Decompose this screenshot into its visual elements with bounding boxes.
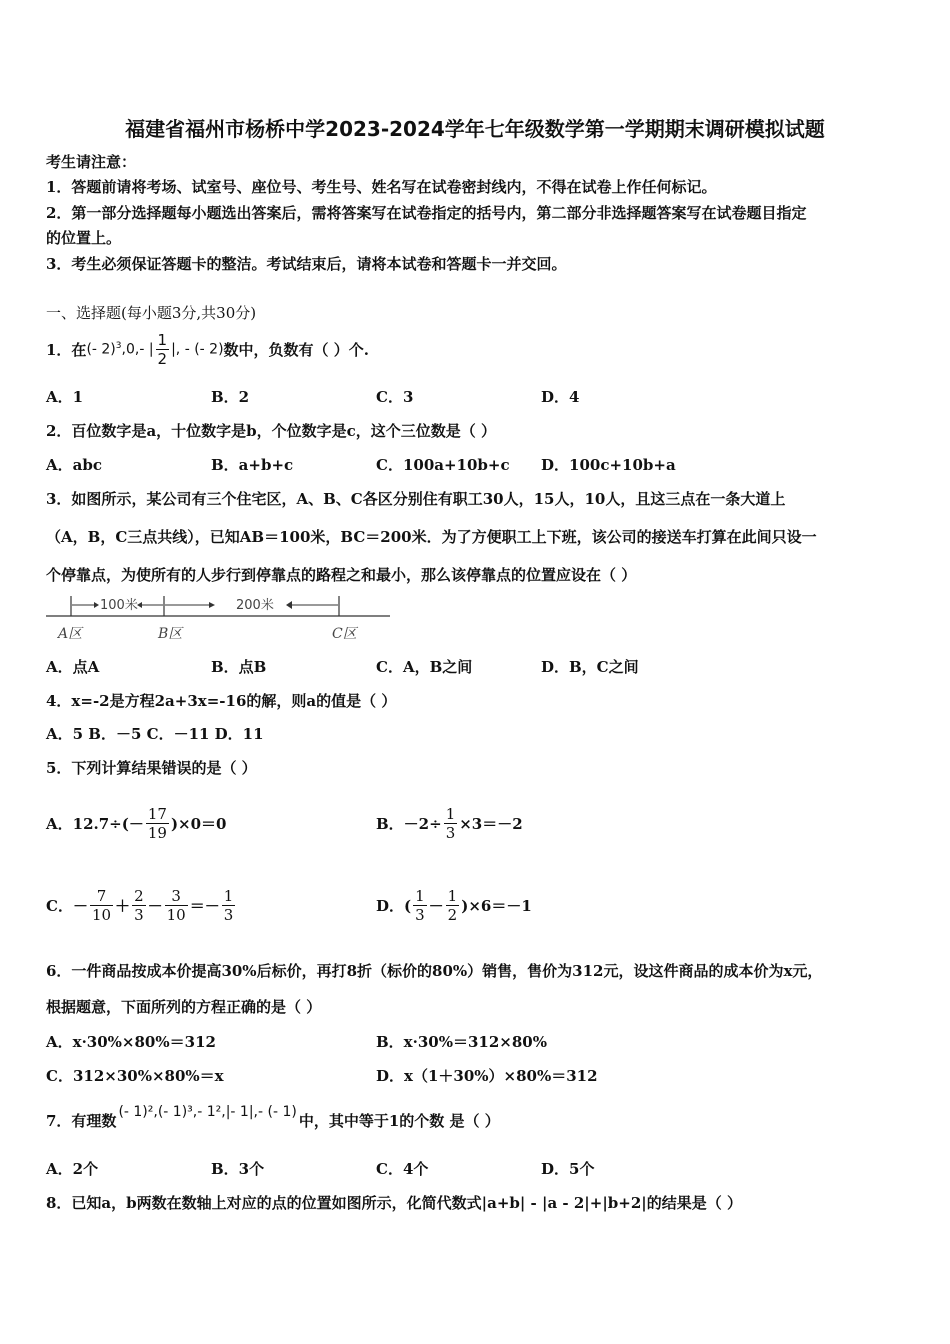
question-5: 5．下列计算结果错误的是（ ） — [46, 759, 257, 777]
q3-option-d[interactable]: D．B，C之间 — [541, 658, 639, 676]
q1-prefix: 1．在 — [46, 340, 87, 359]
q5b-fraction: $\frac{1}{3}$ — [445, 804, 456, 842]
question-3-line: 个停靠点，为使所有的人步行到停靠点的路程之和最小，那么该停靠点的位置应设在（ ） — [46, 566, 637, 584]
notice-item: 2．第一部分选择题每小题选出答案后，需将答案写在试卷指定的括号内，第二部分非选择题答案写在试卷题目指定 — [46, 204, 807, 222]
q5-option-a[interactable] — [46, 792, 226, 854]
q1-fraction: $\frac{1}{2}$ — [157, 330, 168, 368]
question-8: 8．已知a，b两数在数轴上对应的点的位置如图所示，化简代数式|a+b| - |a - 2|+|b+2|的结果是（ ） — [46, 1194, 742, 1212]
q1-option-c[interactable]: C．3 — [376, 388, 414, 406]
q5-option-d[interactable] — [376, 874, 532, 936]
q6-option-b[interactable]: B．x·30%＝312×80% — [376, 1033, 547, 1051]
page-title: 福建省福州市杨桥中学2023-2024学年七年级数学第一学期期末调研模拟试题 — [125, 117, 825, 141]
arrowhead-icon — [209, 602, 215, 608]
q5b-tail: ×3＝－2 — [459, 814, 523, 833]
q2-option-c[interactable]: C．100a+10b+c — [376, 456, 510, 474]
question-1 — [46, 326, 369, 372]
q5c-op: ＋ — [115, 896, 131, 915]
label-zone-b: B区 — [158, 626, 183, 642]
label-zone-a: A区 — [58, 626, 83, 642]
q7-suffix: 中，其中等于1的个数 是（ ） — [298, 1111, 500, 1130]
q5a-fraction: $\frac{17}{19}$ — [147, 804, 167, 842]
q5c-fraction-3: $\frac{3}{10}$ — [166, 886, 186, 924]
label-ab-distance: 100米 — [100, 598, 138, 613]
q1-expr — [86, 331, 223, 368]
q7-option-d[interactable]: D．5个 — [541, 1160, 595, 1178]
q7-option-b[interactable]: B．3个 — [211, 1160, 265, 1178]
question-7 — [46, 1098, 500, 1142]
q5c-fraction-4: $\frac{1}{3}$ — [223, 886, 234, 924]
q1-expr-a: (- 2) — [86, 341, 116, 357]
notice-item: 3．考生必须保证答题卡的整洁。考试结束后，请将本试卷和答题卡一并交回。 — [46, 255, 567, 273]
q6-option-a[interactable]: A．x·30%×80%＝312 — [46, 1033, 216, 1051]
q3-option-b[interactable]: B．点B — [211, 658, 267, 676]
q2-option-d[interactable]: D．100c+10b+a — [541, 456, 676, 474]
q4-options[interactable]: A．5 B．－5 C．－11 D．11 — [46, 725, 264, 743]
q5b-label: B．－2÷ — [376, 814, 442, 833]
q7-option-a[interactable]: A．2个 — [46, 1160, 99, 1178]
q3-option-a[interactable]: A．点A — [46, 658, 100, 676]
question-4: 4．x=-2是方程2a+3x=-16的解，则a的值是（ ） — [46, 692, 397, 710]
section-heading: 一、选择题(每小题3分,共30分) — [46, 304, 257, 322]
q5c-fraction-2: $\frac{2}{3}$ — [134, 886, 144, 924]
q7-expr: (- 1)²,(- 1)³,- 1²,|- 1|,- (- 1) — [118, 1104, 297, 1120]
q5-option-b[interactable] — [376, 792, 523, 854]
q5c-label: C．－ — [46, 896, 88, 915]
q5c-op: － — [147, 896, 163, 915]
question-2: 2．百位数字是a，十位数字是b，个位数字是c，这个三位数是（ ） — [46, 422, 497, 440]
q1-expr-c: |, - (- 2) — [171, 341, 224, 357]
q5d-fraction-2: $\frac{1}{2}$ — [447, 886, 458, 924]
q5d-fraction-1: $\frac{1}{3}$ — [415, 886, 425, 924]
q5d-op: － — [428, 896, 444, 915]
question-3-line: （A，B，C三点共线），已知AB＝100米，BC＝200米．为了方便职工上下班，该公司的接送车打算在此间只设一 — [46, 528, 817, 546]
notice-item: 1．答题前请将考场、试室号、座位号、考生号、姓名写在试卷密封线内，不得在试卷上作任何标记。 — [46, 178, 717, 196]
q6-option-d[interactable]: D．x（1＋30%）×80%＝312 — [376, 1067, 598, 1085]
label-zone-c: C区 — [332, 626, 357, 642]
q6-option-c[interactable]: C．312×30%×80%＝x — [46, 1067, 224, 1085]
q1-option-a[interactable]: A．1 — [46, 388, 84, 406]
q5-option-c[interactable] — [46, 874, 237, 936]
q7-option-c[interactable]: C．4个 — [376, 1160, 429, 1178]
q1-suffix: 数中，负数有（ ）个. — [223, 340, 369, 359]
q1-exponent: 3 — [115, 340, 122, 351]
label-bc-distance: 200米 — [236, 598, 274, 613]
q2-option-b[interactable]: B．a+b+c — [211, 456, 294, 474]
q5c-fraction-1: $\frac{7}{10}$ — [91, 886, 112, 924]
q5d-tail: )×6＝－1 — [461, 896, 532, 915]
question-6-line: 6．一件商品按成本价提高30%后标价，再打8折（标价的80%）销售，售价为312元，设这件商品的成本价为x元， — [46, 962, 823, 980]
q2-option-a[interactable]: A．abc — [46, 456, 102, 474]
arrowhead-icon — [94, 602, 99, 608]
q1-option-b[interactable]: B．2 — [211, 388, 250, 406]
q5a-tail: )×0＝0 — [170, 814, 227, 833]
q1-option-d[interactable]: D．4 — [541, 388, 580, 406]
q5c-op: ＝－ — [189, 896, 220, 915]
arrowhead-icon — [286, 601, 292, 609]
q5d-label: D．( — [376, 896, 412, 915]
q3-road-figure — [44, 592, 394, 644]
question-3-line: 3．如图所示，某公司有三个住宅区，A、B、C各区分别住有职工30人，15人，10人，且这三点在一条大道上 — [46, 490, 786, 508]
q5a-label: A．12.7÷(－ — [46, 814, 144, 833]
q1-expr-b: ,0,- | — [121, 341, 154, 357]
notice-heading: 考生请注意： — [46, 153, 137, 171]
notice-item: 的位置上。 — [46, 229, 122, 247]
q3-option-c[interactable]: C．A，B之间 — [376, 658, 473, 676]
q7-prefix: 7．有理数 — [46, 1111, 117, 1130]
question-6-line: 根据题意，下面所列的方程正确的是（ ） — [46, 998, 322, 1016]
